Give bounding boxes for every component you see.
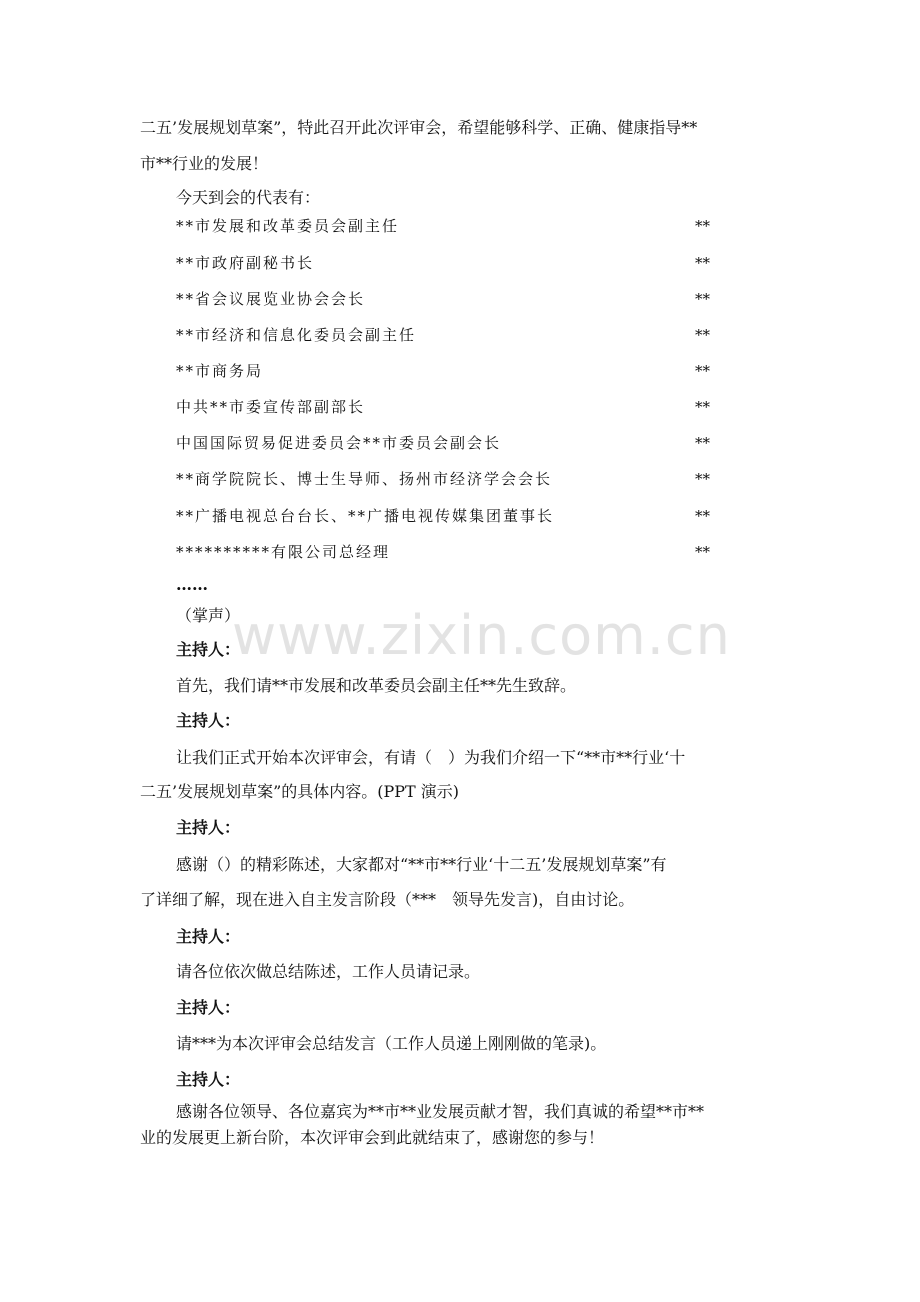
rep-name: **: [695, 326, 710, 344]
rep-name: **: [695, 290, 710, 308]
host-label: 主持人：: [176, 998, 241, 1017]
intro-line-2: 市**行业的发展！: [140, 154, 269, 173]
rep-name: **: [695, 470, 710, 488]
host-label: 主持人：: [176, 1070, 241, 1089]
rep-title: **商学院院长、博士生导师、扬州市经济学会会长: [176, 470, 553, 488]
rep-name: **: [695, 543, 710, 561]
rep-title: 中共**市委宣传部副部长: [176, 398, 366, 416]
reps-heading: 今天到会的代表有：: [176, 188, 321, 207]
rep-title: **市商务局: [176, 362, 264, 380]
watermark: www.zixin.com.cn: [232, 604, 731, 667]
host-label: 主持人：: [176, 818, 241, 837]
rep-title: **市发展和改革委员会副主任: [176, 217, 400, 235]
speech-paragraph-3-line-1: 感谢（）的精彩陈述，大家都对“**市**行业‘十二五’发展规划草案”有: [176, 855, 667, 874]
host-label: 主持人：: [176, 711, 241, 730]
speech-paragraph-1: 首先，我们请**市发展和改革委员会副主任**先生致辞。: [176, 676, 577, 695]
rep-name: **: [695, 434, 710, 452]
host-label: 主持人：: [176, 640, 241, 659]
speech-paragraph-2-line-1: 让我们正式开始本次评审会，有请（ ）为我们介绍一下“**市**行业‘十: [176, 748, 686, 767]
speech-paragraph-6-line-1: 感谢各位领导、各位嘉宾为**市**业发展贡献才智，我们真诚的希望**市**: [176, 1102, 705, 1121]
rep-title: 中国国际贸易促进委员会**市委员会副会长: [176, 434, 502, 452]
speech-paragraph-6-line-2: 业的发展更上新台阶，本次评审会到此就结束了，感谢您的参与！: [140, 1128, 605, 1147]
rep-name: **: [695, 507, 710, 525]
rep-name: **: [695, 217, 710, 235]
rep-title: **省会议展览业协会会长: [176, 290, 366, 308]
intro-line-1: 二五’发展规划草案”，特此召开此次评审会，希望能够科学、正确、健康指导**: [140, 118, 698, 137]
host-label: 主持人：: [176, 927, 241, 946]
rep-title: **广播电视总台台长、**广播电视传媒集团董事长: [176, 507, 555, 525]
speech-paragraph-5: 请***为本次评审会总结发言（工作人员递上刚刚做的笔录)。: [176, 1034, 607, 1053]
speech-paragraph-3-line-2: 了详细了解，现在进入自主发言阶段（*** 领导先发言)，自由讨论。: [140, 890, 635, 909]
rep-name: **: [695, 254, 710, 272]
speech-paragraph-4: 请各位依次做总结陈述，工作人员请记录。: [176, 962, 481, 981]
applause-note: （掌声）: [176, 606, 241, 625]
rep-title: **市经济和信息化委员会副主任: [176, 326, 417, 344]
ellipsis: ……: [176, 575, 208, 594]
rep-title: **市政府副秘书长: [176, 254, 315, 272]
rep-name: **: [695, 362, 710, 380]
speech-paragraph-2-line-2: 二五’发展规划草案”的具体内容。(PPT 演示): [140, 782, 460, 801]
rep-name: **: [695, 398, 710, 416]
rep-title: **********有限公司总经理: [176, 543, 391, 561]
